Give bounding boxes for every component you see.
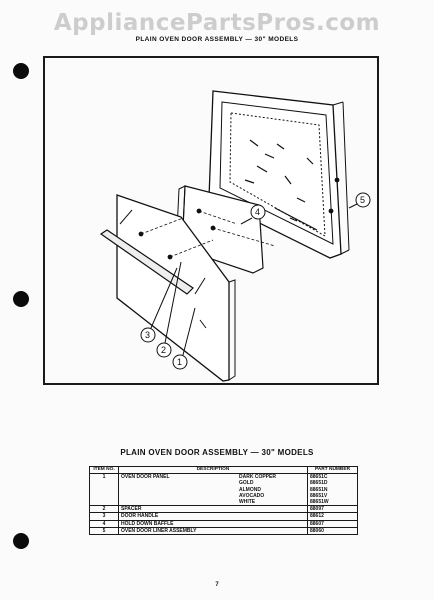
description-text: OVEN DOOR PANEL <box>121 474 170 481</box>
part-number: 88097 <box>308 506 358 513</box>
table-row <box>90 474 358 506</box>
door-assembly-drawing <box>45 58 377 383</box>
part-number-value: 88651N <box>310 486 328 493</box>
part-number-value: 88651V <box>310 492 328 499</box>
variant-label: AVOCADO <box>239 492 265 499</box>
part-number <box>308 474 358 506</box>
callout-label-1: 1 <box>177 357 183 367</box>
table-row <box>90 527 358 534</box>
binder-hole <box>13 533 29 549</box>
variant-label: GOLD <box>239 480 254 487</box>
callout-label-4: 4 <box>255 207 261 217</box>
header-description: DESCRIPTION <box>119 467 308 474</box>
header-part: PART NUMBER <box>308 467 358 474</box>
variant-label: ALMOND <box>239 486 261 493</box>
item-description: HOLD DOWN BAFFLE <box>119 520 308 527</box>
part-number: 88607 <box>308 520 358 527</box>
callout-label-2: 2 <box>161 345 167 355</box>
variant-label: DARK COPPER <box>239 474 276 481</box>
table-row <box>90 520 358 527</box>
item-number: 3 <box>90 513 119 520</box>
part-number: 88060 <box>308 527 358 534</box>
callout-label-5: 5 <box>360 195 366 205</box>
page-number: 7 <box>215 582 219 588</box>
exploded-diagram <box>43 56 379 385</box>
item-description <box>119 474 308 506</box>
binder-hole <box>13 63 29 79</box>
item-number: 1 <box>90 474 119 506</box>
item-number: 5 <box>90 527 119 534</box>
part-number-value: 88651C <box>310 474 328 481</box>
table-row <box>90 513 358 520</box>
part-number-value: 88651W <box>310 499 329 506</box>
parts-table <box>89 466 358 535</box>
variant-label: WHITE <box>239 499 256 506</box>
watermark: AppliancePartsPros.com <box>53 10 381 36</box>
item-number: 4 <box>90 520 119 527</box>
item-description: SPACER <box>119 506 308 513</box>
header-item: ITEM NO. <box>90 467 119 474</box>
item-number: 2 <box>90 506 119 513</box>
table-row <box>90 506 358 513</box>
item-description: OVEN DOOR LINER ASSEMBLY <box>119 527 308 534</box>
binder-hole <box>13 291 29 307</box>
section-title: PLAIN OVEN DOOR ASSEMBLY — 30" MODELS <box>120 448 314 457</box>
item-description: DOOR HANDLE <box>119 513 308 520</box>
table-header-row <box>90 467 358 474</box>
part-number: 88612 <box>308 513 358 520</box>
page-title: PLAIN OVEN DOOR ASSEMBLY — 30" MODELS <box>135 36 299 43</box>
part-number-value: 88651D <box>310 480 328 487</box>
callout-label-3: 3 <box>145 330 151 340</box>
